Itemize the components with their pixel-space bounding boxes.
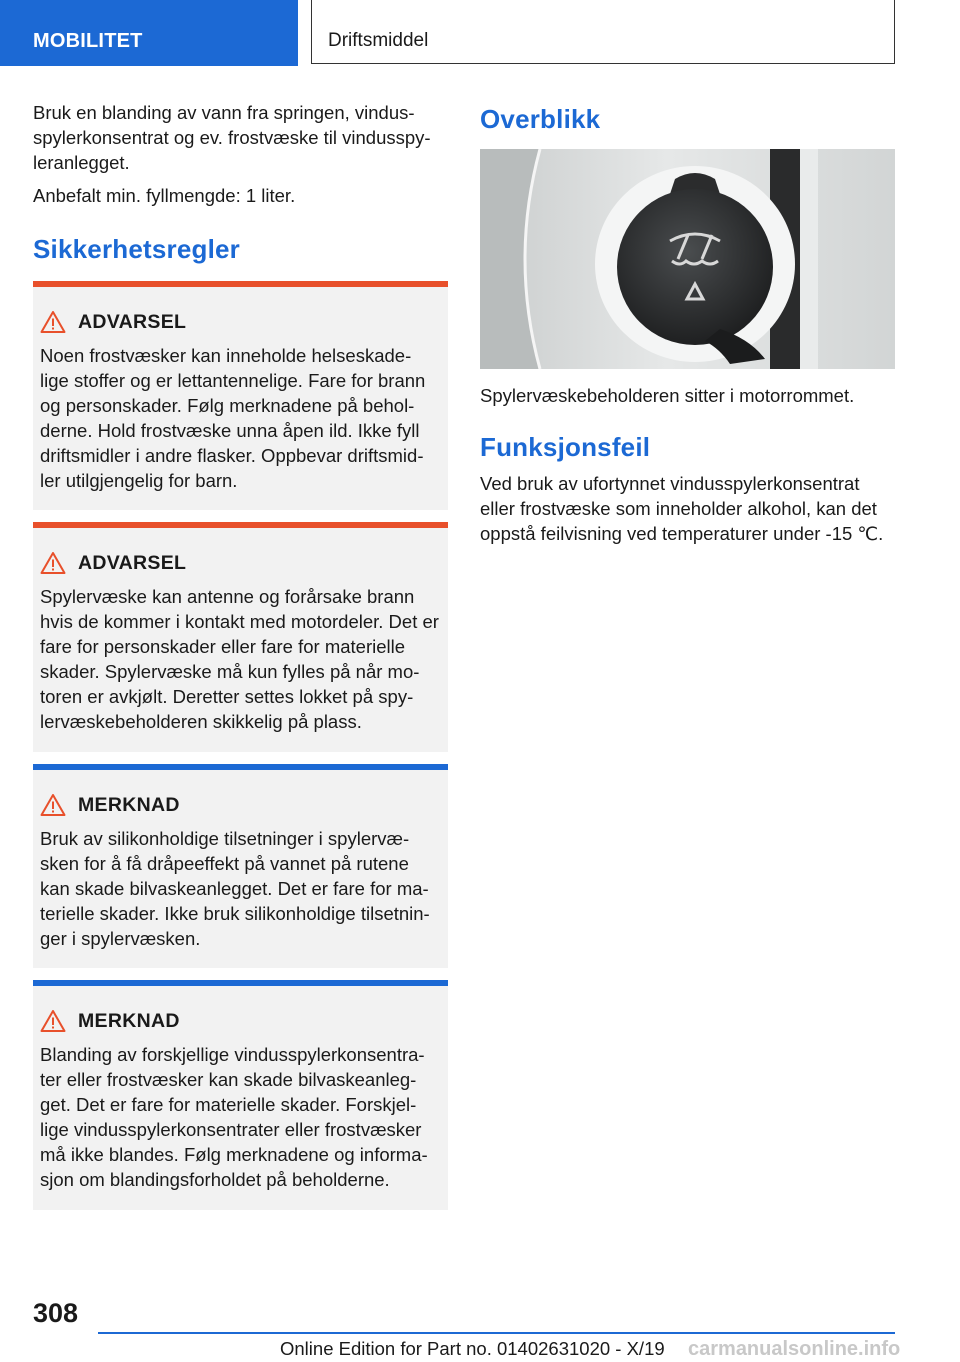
warning-triangle-icon (40, 310, 66, 334)
fill-amount-paragraph: Anbefalt min. fyllmengde: 1 liter. (33, 185, 296, 206)
warning-triangle-icon (40, 1009, 66, 1033)
section-tab: MOBILITET (0, 0, 298, 66)
notice-title: MERKNAD (78, 1009, 180, 1032)
left-column (33, 100, 448, 1222)
note-notice-2 (33, 980, 448, 1210)
notice-text: Bruk av silikonholdige tilsetninger i spylervæ-sken for å få dråpeeffekt på vannet på rutene kan skade bilvaskeanlegget. Det er fare for ma-terielle skader. Ikke bruk silikonholdige tilsetnin-ger i spylervæsken. (40, 828, 430, 949)
photo-caption: Spylervæskebeholderen sitter i motorrommet. (480, 385, 855, 406)
page-number: 308 (33, 1298, 79, 1328)
warning-triangle-icon (40, 793, 66, 817)
malfunction-text: Ved bruk av ufortynnet vindusspylerkonsentrat eller frostvæske som inneholder alkohol, kan det oppstå feilvisning ved temperaturer under -15 ℃. (480, 473, 884, 544)
notice-text: Spylervæske kan antenne og forårsake brann hvis de kommer i kontakt med motordeler. Det er fare for personskader eller fare for materielle skader. Spylervæske må kun fylles på når mo-toren er avkjølt. Deretter settes lokket på spy-lervæskebeholderen skikkelig på plass. (40, 586, 439, 732)
edition-text: Online Edition for Part no. 01402631020 - X/19 (280, 1338, 665, 1359)
notice-text: Blanding av forskjellige vindusspylerkonsentra-ter eller frostvæsker kan skade bilvaskeanleg-get. Det er fare for materielle skader. Forskjel-lige vindusspylerkonsentrater eller frostvæsker må ikke blandes. Følg merknadene og informa-sjon om blandingsforholdet på beholderne. (40, 1044, 428, 1190)
notice-text: Noen frostvæsker kan inneholde helseskade-lige stoffer og er lettantennelige. Fare for brann og personskader. Følg merknadene på behol-derne. Hold frostvæske unna åpen ild. Ikke fyll driftsmidler i andre flasker. Oppbevar driftsmid-ler utilgjengelig for barn. (40, 345, 426, 491)
washer-reservoir-photo (480, 149, 895, 369)
chapter-title: Driftsmiddel (311, 0, 895, 64)
safety-heading: Sikkerhetsregler (33, 234, 240, 264)
warning-triangle-icon (40, 551, 66, 575)
notice-title: ADVARSEL (78, 551, 187, 574)
note-notice-1 (33, 764, 448, 968)
notice-title: ADVARSEL (78, 310, 187, 333)
warning-notice-2 (33, 522, 448, 752)
notice-title: MERKNAD (78, 793, 180, 816)
footer-rule (98, 1332, 895, 1334)
watermark: carmanualsonline.info (688, 1338, 901, 1360)
overview-heading: Overblikk (480, 104, 601, 134)
intro-paragraph: Bruk en blanding av vann fra springen, vindus-spylerkonsentrat og ev. frostvæske til vindusspy-leranlegget. (33, 102, 431, 173)
right-column (480, 100, 895, 554)
malfunction-heading: Funksjonsfeil (480, 432, 651, 462)
page-header (0, 0, 960, 66)
warning-notice-1 (33, 281, 448, 510)
